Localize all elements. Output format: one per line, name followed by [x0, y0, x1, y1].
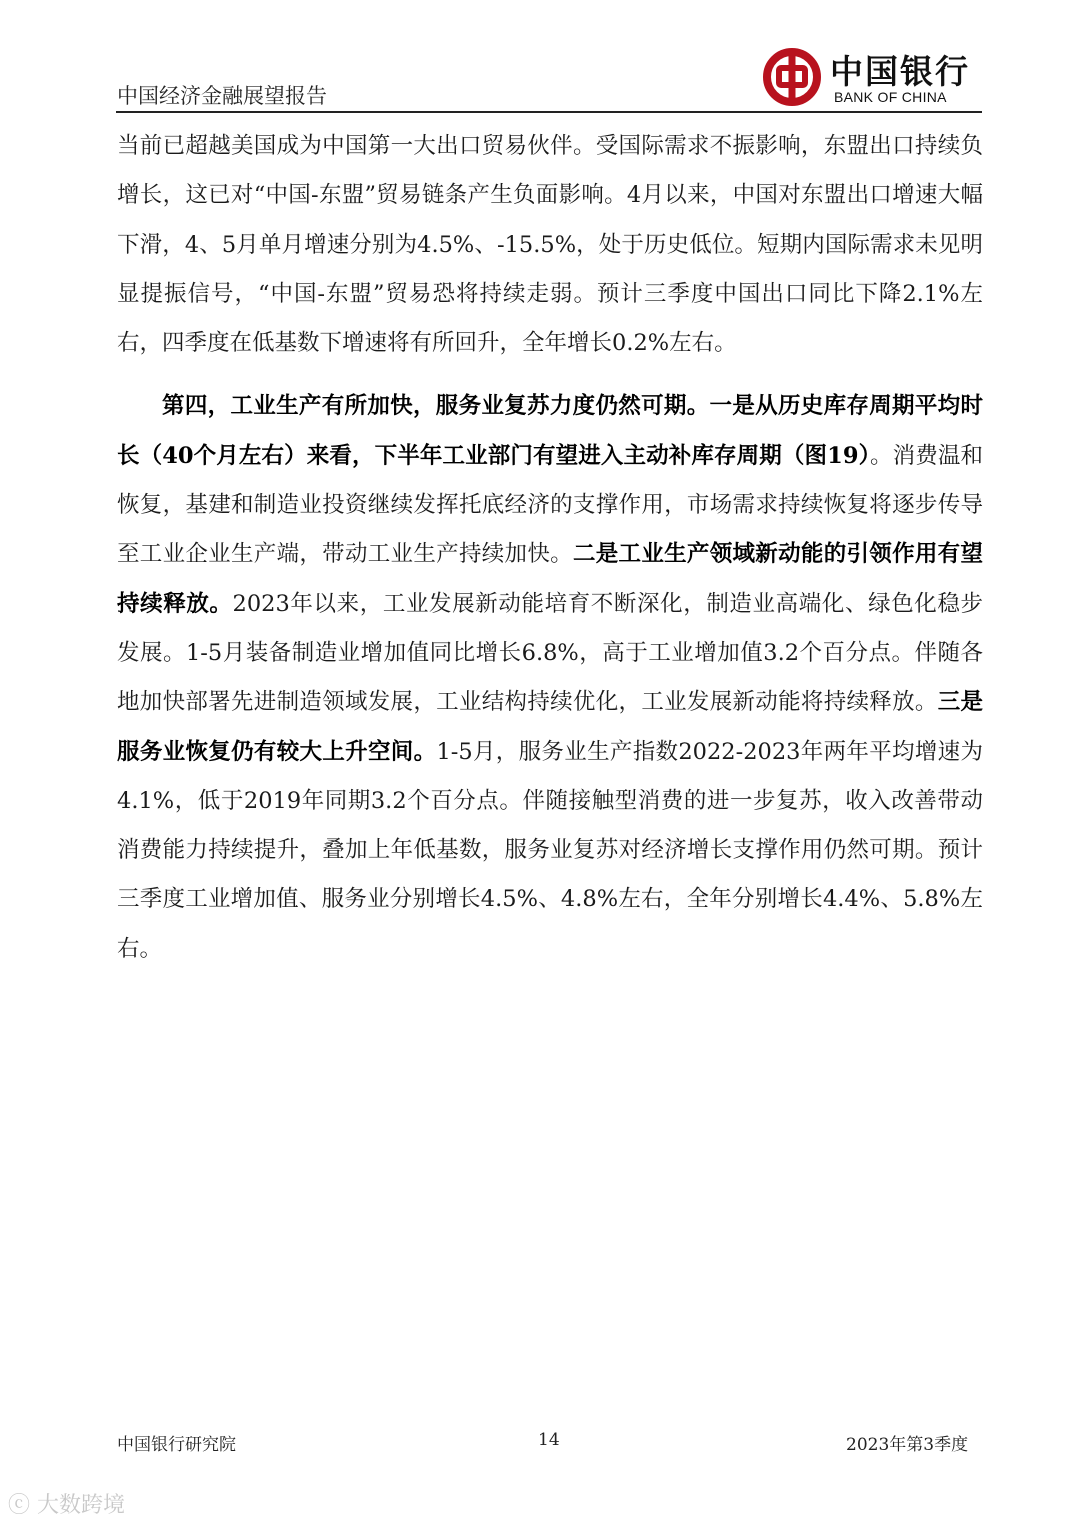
report-body — [117, 122, 983, 974]
header-divider — [116, 111, 982, 113]
watermark-logo-icon: ⓒ — [8, 1493, 31, 1518]
watermark — [8, 1488, 125, 1519]
logo-text-en: BANK OF CHINA — [834, 89, 947, 105]
watermark-text: 大数跨境 — [37, 1493, 126, 1518]
page-number: 14 — [538, 1430, 560, 1450]
bank-of-china-logo — [760, 46, 975, 108]
point-four-heading: 第四，工业生产有所加快，服务业复苏力度仍然可期。一是从历史库存周期平均时长（40个月左右）来看，下半年工业部门有望进入主动补库存周期（图19） — [117, 393, 983, 469]
footer-period: 2023年第3季度 — [846, 1435, 969, 1455]
footer-institute: 中国银行研究院 — [117, 1435, 236, 1455]
bank-of-china-emblem-icon — [762, 47, 822, 107]
point-two-heading: 二是工业生产领域新动能的引领作用有望持续释放。 — [117, 541, 983, 617]
paragraph-text: 2023年以来，工业发展新动能培育不断深化，制造业高端化、绿色化稳步发展。1-5月装备制造业增加值同比增长6.8%，高于工业增加值3.2个百分点。伴随各地加快部署先进制造领域发展，工业结构持续优化，工业发展新动能将持续释放。 — [117, 590, 983, 716]
paragraph-text: 1-5月，服务业生产指数2022-2023年两年平均增速为4.1%，低于2019年同期3.2个百分点。伴随接触型消费的进一步复苏，收入改善带动消费能力持续提升，叠加上年低基数，服务业复苏对经济增长支撑作用仍然可期。预计三季度工业增加值、服务业分别增长4.5%、4.8%左右，全年分别增长4.4%、5.8%左右。 — [117, 738, 983, 962]
paragraph-industry — [117, 382, 983, 974]
logo-text-cn: 中国银行 — [830, 52, 970, 91]
point-three-heading: 三是服务业恢复仍有较大上升空间。 — [117, 689, 983, 765]
paragraph-trade: 当前已超越美国成为中国第一大出口贸易伙伴。受国际需求不振影响，东盟出口持续负增长，这已对“中国-东盟”贸易链条产生负面影响。4月以来，中国对东盟出口增速大幅下滑，4、5月单月增速分别为4.5%、-15.5%，处于历史低位。短期内国际需求未见明显提振信号，“中国-东盟”贸易恐将持续走弱。预计三季度中国出口同比下降2.1%左右，四季度在低基数下增速将有所回升，全年增长0.2%左右。 — [117, 133, 983, 357]
paragraph-text: 。消费温和恢复，基建和制造业投资继续发挥托底经济的支撑作用，市场需求持续恢复将逐步传导至工业企业生产端，带动工业生产持续加快。 — [117, 442, 983, 568]
report-title: 中国经济金融展望报告 — [117, 84, 327, 108]
